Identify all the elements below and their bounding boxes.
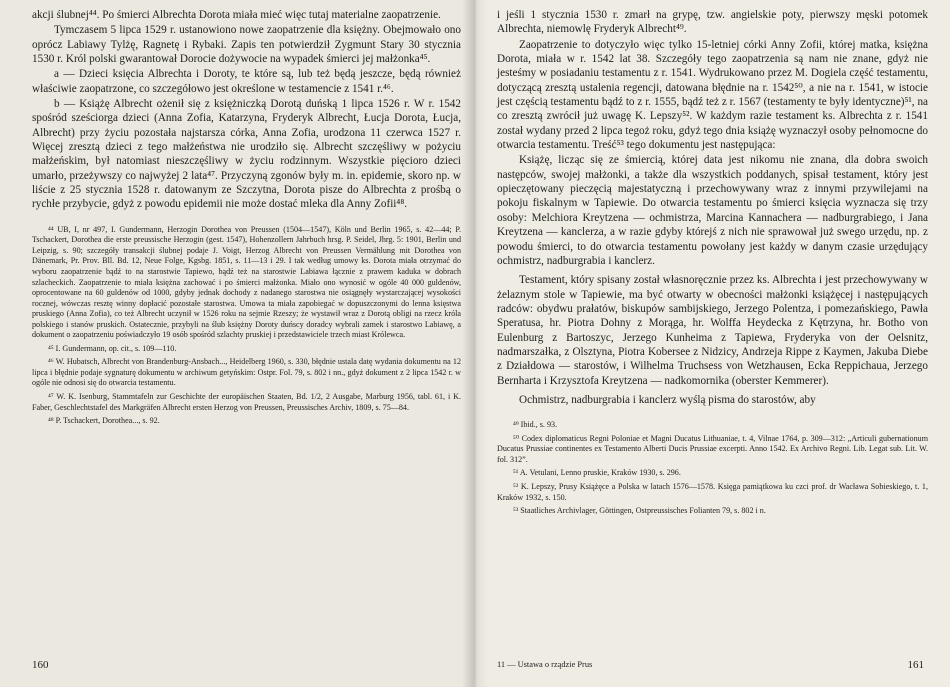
footnote-50: ⁵⁰ Codex diplomaticus Regni Poloniae et Magni Ducatus Lithuaniae, t. 4, Vilnae 1764, p. 309—312: „Articuli gubernationum Ducatus Prussiae continentes ex Testamento Alberti Ducis Prussiae excerpti. Anno 1542. Ex Archivo Regni. Lib. Legat sub. Lit. W. fol. 312”.: [497, 433, 928, 464]
footnote-52: ⁵² K. Lepszy, Prusy Książęce a Polska w latach 1576—1578. Księga pamiątkowa ku czci prof. dr Wacława Sobieskiego, t. 1, Kraków 1932, s. 150.: [497, 482, 928, 502]
right-paragraph-5: Ochmistrz, nadburgrabia i kanclerz wyślą pisma do starostów, aby: [519, 393, 816, 406]
page-number-left: 160: [32, 659, 49, 671]
page-number-right: 161: [907, 659, 924, 671]
footnote-53: ⁵³ Staatliches Archivlager, Göttingen, Ostpreussisches Folianten 79, s. 802 i n.: [513, 506, 766, 516]
left-footnotes: [32, 225, 461, 427]
running-footer: 11 — Ustawa o rządzie Prus: [497, 660, 593, 669]
right-paragraph-3: Książę, licząc się ze śmiercią, której data jest nikomu nie znana, dla dobra swoich następców, swojej małżonki, a także dla wszystkich poddanych, spisał testament, który jest opieczętowany pieczęcią majestatyczną i przechowywany wraz z innymi przywilejami na pokoju fiskalnym w Tapiewie. Do otwarcia testamentu po śmierci księcia wyznacza się trzy osoby: Melchiora Kreytzena — ochmistrza, Marcina Kannachera — nadburgrabiego, i Jana Kreytzena — kanclerza, a w razie gdyby którejś z nich nie sprawował już swego urzędu, np. z powodu śmierci, to do otwarcia testamentu powołany jest każdy w danym czasie urzędujący ochmistrz, nadburgrabia i kanclerz.: [497, 154, 928, 267]
left-paragraph-1: akcji ślubnej⁴⁴. Po śmierci Albrechta Dorota miała mieć więc tutaj materialne zaopatrzenie.: [32, 9, 441, 21]
footnote-46: ⁴⁶ W. Hubatsch, Albrecht von Brandenburg-Ansbach..., Heidelberg 1960, s. 330, błędnie ustala datę wydania dokumentu na 12 lipca i błędnie podaje sygnaturę dokumentu w archiwum getyńskim: Ostpr. Fol. 79, s. 802 i nn., gdyż dokument z 2 lipca 1542 r. w ogóle nie odnosi się do otwarcia testamentu.: [32, 357, 461, 388]
right-paragraph-1: i jeśli 1 stycznia 1530 r. zmarł na grypę, tzw. angielskie poty, pierwszy męski potomek Albrechta, niemowlę Fryderyk Albrecht⁴⁹.: [497, 9, 928, 36]
right-footnotes: [497, 420, 928, 516]
footnote-48: ⁴⁸ P. Tschackert, Dorothea..., s. 92.: [48, 416, 160, 426]
right-paragraph-4: Testament, który spisany został własnoręcznie przez ks. Albrechta i jest przechowywany w żelaznym stole w Tapiewie, ma być otwarty w obecności małżonki książęcej i następujących radców: obydwu prałatów, biskupów sambijskiego, Jerzego Polentza, i pomezańskiego, Pawła Speratusa, hr. Piotra Dohny z Morąga, hr. Wolffa Heydecka z Kętrzyna, hr. Botho von Eulenburg z Bartoszyc, Jerzego Kunheima z Tapiewa, Fryderyka von der Oelsnitz, nadmarszałka, z Olsztyna, Piotra Kobersee z Nidzicy, Andrzeja Rippe z Kaymen, Jakuba Diebe z Działdowa — starostów, i Wilhelma Truchsess von Wetzhausen, Ecka Reppichaua, Jerzego Bernharta i Krzysztofa Kreytzena — nadkomornika (oberster Kemmerer).: [497, 274, 928, 387]
footnote-44: ⁴⁴ UB, I, nr 497, I. Gundermann, Herzogin Dorothea von Preussen (1504—1547), Köln und Berlin 1965, s. 42—44; P. Tschackert, Dorothea die erste preussische Herzogin (gest. 1547), Hohenzollern Jahrbuch hrsg. P. Seidel, Jhrg. 5: 1901, Berlin und Leipzig, s. 90; szczegóły transakcji ślubnej podaje J. Voigt, Herzog Albrecht von Preussen Vermählung mit Dorothea von Dänemark, Pr. Prov. Bll. Bd. 12, Neue Folge, Kgsbg. 1851, s. 11—13 i 29. I tak według umowy ks. Dorota miała otrzymać do wyboru zaopatrzenie bądź to na starostwie Tapiewo, bądź też na starostwie Labiawa łącznie z prawem kaduka w dobrach szlacheckich. Zaopatrzenie to miała księżna zachować i po śmierci małżonka. Miało ono wynosić w ogóle 40 000 guldenów, oprocentowane na 60 guldenów od 1000, gdyby jednak dochody z nadanego starostwa nie osiągnęły wystarczającej wysokości rocznej, wówczas resztę winny dopłacić pozostałe starostwa. Umowa ta miała zapobiegać w dopuszczonymi do lenna księstwa pruskiego (Anna Zofia), co też Albrecht uczynił w 1526 roku na sejmie Rzeszy; że wystawił wraz z Dorotą obligi na rzecz króla polskiego i stanów pruskich. Ostatecznie, przybyli na ślub księżny Doroty duńscy doradcy wybrali zamek i starostwo Labiawę, a dokument o zaopatrzeniu poświadczyło 19 osób spośród szlachty pruskiej i przedstawiciele trzech miast Królewca.: [32, 224, 461, 340]
right-paragraph-2: Zaopatrzenie to dotyczyło więc tylko 15-letniej córki Anny Zofii, której matka, księżna Dorota, miała w r. 1542 lat 38. Szczegóły tego zaopatrzenia są nam nie znane, gdyż nie jesteśmy w posiadaniu testamentu z r. 1541. Wydrukowano przez M. Dogiela część testamentu, dotyczącą zresztą ustalenia regencji, datowana błędnie na r. 1542⁵⁰, a nie na r. 1541, w istocie jest częścią testamentu bądź to z r. 1555, bądź też z r. 1567 (testamenty te były identyczne)⁵¹, na co zresztą zwrócił już uwagę K. Lepszy⁵². W każdym razie testament ks. Albrechta z r. 1541 został wydany przed 2 lipca tegoż roku, gdyż tego dnia książę wyznaczył osoby pełnomocne do otwarcia testamentu. Treść⁵³ tego dokumentu jest następująca:: [497, 38, 928, 152]
footnote-49: ⁴⁹ Ibid., s. 93.: [513, 420, 558, 430]
left-paragraph-4: b — Książę Albrecht ożenił się z księżniczką Dorotą duńską 1 lipca 1526 r. W r. 1542 spośród sześciorga dzieci (Anna Zofia, Katarzyna, Fryderyk Albrecht, Łucja Dorota, Łucja, Albrecht) przy życiu pozostała najstarsza córka, Anna Zofia, urodzona 11 czerwca 1527 r. Więcej zresztą dzieci z tego małżeństwa nie urodziło się. Albrecht szczęśliwy w pożyciu małżeńskim, był natomiast nieszczęśliwy w życiu rodzinnym. Wszystkie pięcioro dzieci umarło, przeżywszy co najwyżej 2 lata⁴⁷. Przyczyną zgonów były m. in. epidemie, skoro np. w liście z 25 stycznia 1528 r. datowanym ze Szczytna, Dorota pisze do Albrechta z prośbą o rychłe przybycie, gdyż z powodu epidemii nie może dostać mleka dla Anny Zofii⁴⁸.: [32, 98, 461, 211]
footnote-45: ⁴⁵ I. Gundermann, op. cit., s. 109—110.: [48, 343, 177, 353]
right-page: [475, 0, 950, 687]
footnote-51: ⁵¹ A. Vetulani, Lenno pruskie, Kraków 1930, s. 296.: [513, 468, 681, 478]
footnote-47: ⁴⁷ W. K. Isenburg, Stammtafeln zur Geschichte der europäischen Staaten, Bd. 1/2, 2 Ausgabe, Marburg 1956, tabl. 61, i K. Faber, Geschlechtstafel des Markgräfen Albrecht ersten Herzog von Preussen, Preussisches Archiv, 1809, s. 75—84.: [32, 392, 461, 412]
left-paragraph-3: a — Dzieci księcia Albrechta i Doroty, te które są, lub też będą jeszcze, będą również właściwie zaopatrzone, co szczegółowo jest określone w testamencie z 1541 r.⁴⁶.: [32, 68, 461, 95]
left-paragraph-2: Tymczasem 5 lipca 1529 r. ustanowiono nowe zaopatrzenie dla księżny. Obejmowało ono oprócz Labiawy Tylżę, Ragnetę i Rybaki. Zapis ten potwierdził Zygmunt Stary 30 stycznia 1530 r. Król polski gwarantował Dorocie dożywocie na wypadek śmierci jej małżonka⁴⁵.: [32, 24, 461, 66]
